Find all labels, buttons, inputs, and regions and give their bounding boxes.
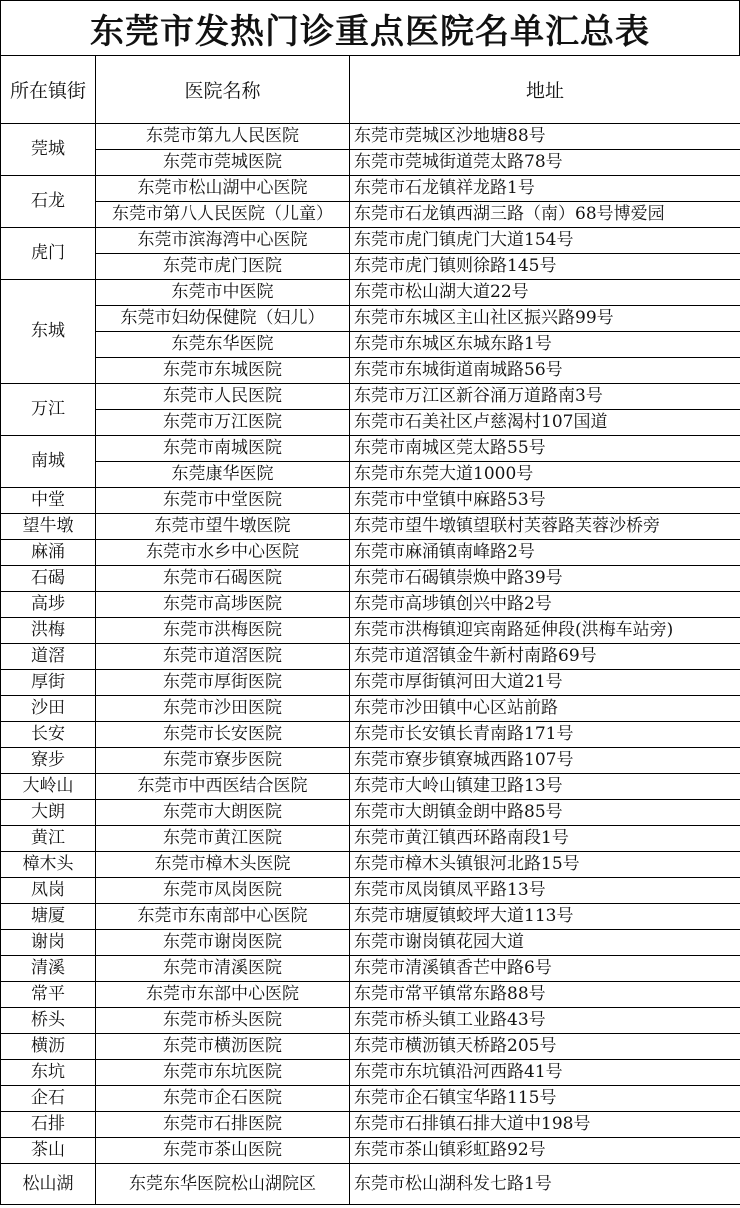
hospital-name-cell: 东莞市虎门医院 xyxy=(96,254,350,280)
hospital-name-cell: 东莞市东坑医院 xyxy=(96,1060,350,1086)
hospital-name-cell: 东莞市茶山医院 xyxy=(96,1138,350,1164)
town-cell: 大朗 xyxy=(1,800,96,826)
town-cell: 虎门 xyxy=(1,228,96,280)
address-cell: 东莞市高埗镇创兴中路2号 xyxy=(350,592,740,618)
town-cell: 常平 xyxy=(1,982,96,1008)
town-cell: 东城 xyxy=(1,280,96,384)
address-cell: 东莞市塘厦镇蛟坪大道113号 xyxy=(350,904,740,930)
table-row xyxy=(1,150,740,176)
table-row xyxy=(1,670,740,696)
table-row xyxy=(1,800,740,826)
address-cell: 东莞市石美社区卢慈渴村107国道 xyxy=(350,410,740,436)
address-cell: 东莞市东莞大道1000号 xyxy=(350,462,740,488)
address-cell: 东莞市企石镇宝华路115号 xyxy=(350,1086,740,1112)
address-cell: 东莞市桥头镇工业路43号 xyxy=(350,1008,740,1034)
address-cell: 东莞市东城区主山社区振兴路99号 xyxy=(350,306,740,332)
hospital-name-cell: 东莞市松山湖中心医院 xyxy=(96,176,350,202)
address-cell: 东莞市石龙镇西湖三路（南）68号博爱园 xyxy=(350,202,740,228)
table-row xyxy=(1,956,740,982)
address-cell: 东莞市中堂镇中麻路53号 xyxy=(350,488,740,514)
hospital-name-cell: 东莞市黄江医院 xyxy=(96,826,350,852)
table-row xyxy=(1,332,740,358)
hospital-name-cell: 东莞市滨海湾中心医院 xyxy=(96,228,350,254)
town-cell: 莞城 xyxy=(1,124,96,176)
table-row xyxy=(1,826,740,852)
hospital-name-cell: 东莞市横沥医院 xyxy=(96,1034,350,1060)
town-cell: 凤岗 xyxy=(1,878,96,904)
table-row xyxy=(1,618,740,644)
table-row xyxy=(1,462,740,488)
hospital-name-cell: 东莞市谢岗医院 xyxy=(96,930,350,956)
hospital-name-cell: 东莞市大朗医院 xyxy=(96,800,350,826)
town-cell: 寮步 xyxy=(1,748,96,774)
hospital-name-cell: 东莞市寮步医院 xyxy=(96,748,350,774)
town-cell: 沙田 xyxy=(1,696,96,722)
table-row xyxy=(1,488,740,514)
table-row xyxy=(1,176,740,202)
table-row xyxy=(1,540,740,566)
hospital-name-cell: 东莞市高埗医院 xyxy=(96,592,350,618)
address-cell: 东莞市东城区东城东路1号 xyxy=(350,332,740,358)
hospital-name-cell: 东莞市妇幼保健院（妇儿） xyxy=(96,306,350,332)
town-cell: 厚街 xyxy=(1,670,96,696)
address-cell: 东莞市虎门镇则徐路145号 xyxy=(350,254,740,280)
address-cell: 东莞市道滘镇金牛新村南路69号 xyxy=(350,644,740,670)
hospital-name-cell: 东莞市南城医院 xyxy=(96,436,350,462)
address-cell: 东莞市松山湖科发七路1号 xyxy=(350,1164,740,1205)
hospital-name-cell: 东莞市东部中心医院 xyxy=(96,982,350,1008)
hospital-name-cell: 东莞市道滘医院 xyxy=(96,644,350,670)
table-row xyxy=(1,1164,740,1205)
table-row xyxy=(1,1112,740,1138)
town-cell: 石龙 xyxy=(1,176,96,228)
address-cell: 东莞市虎门镇虎门大道154号 xyxy=(350,228,740,254)
address-cell: 东莞市黄江镇西环路南段1号 xyxy=(350,826,740,852)
town-cell: 茶山 xyxy=(1,1138,96,1164)
address-cell: 东莞市石龙镇祥龙路1号 xyxy=(350,176,740,202)
header-address: 地址 xyxy=(350,56,740,124)
town-cell: 松山湖 xyxy=(1,1164,96,1205)
address-cell: 东莞市东城街道南城路56号 xyxy=(350,358,740,384)
town-cell: 石碣 xyxy=(1,566,96,592)
hospital-name-cell: 东莞市樟木头医院 xyxy=(96,852,350,878)
table-row xyxy=(1,748,740,774)
table-row xyxy=(1,202,740,228)
address-cell: 东莞市厚街镇河田大道21号 xyxy=(350,670,740,696)
hospital-name-cell: 东莞市石排医院 xyxy=(96,1112,350,1138)
table-row xyxy=(1,1034,740,1060)
table-row xyxy=(1,384,740,410)
address-cell: 东莞市莞城区沙地塘88号 xyxy=(350,124,740,150)
hospital-name-cell: 东莞市水乡中心医院 xyxy=(96,540,350,566)
hospital-name-cell: 东莞东华医院 xyxy=(96,332,350,358)
address-cell: 东莞市南城区莞太路55号 xyxy=(350,436,740,462)
town-cell: 石排 xyxy=(1,1112,96,1138)
address-cell: 东莞市石碣镇崇焕中路39号 xyxy=(350,566,740,592)
table-row xyxy=(1,1008,740,1034)
table-row xyxy=(1,514,740,540)
table-body xyxy=(1,124,740,1205)
address-cell: 东莞市茶山镇彩虹路92号 xyxy=(350,1138,740,1164)
town-cell: 道滘 xyxy=(1,644,96,670)
address-cell: 东莞市大朗镇金朗中路85号 xyxy=(350,800,740,826)
hospital-name-cell: 东莞市企石医院 xyxy=(96,1086,350,1112)
address-cell: 东莞市寮步镇寮城西路107号 xyxy=(350,748,740,774)
address-cell: 东莞市万江区新谷涌万道路南3号 xyxy=(350,384,740,410)
town-cell: 麻涌 xyxy=(1,540,96,566)
town-cell: 东坑 xyxy=(1,1060,96,1086)
header-town: 所在镇街 xyxy=(1,56,96,124)
town-cell: 洪梅 xyxy=(1,618,96,644)
hospital-name-cell: 东莞市人民医院 xyxy=(96,384,350,410)
address-cell: 东莞市大岭山镇建卫路13号 xyxy=(350,774,740,800)
address-cell: 东莞市长安镇长青南路171号 xyxy=(350,722,740,748)
address-cell: 东莞市凤岗镇凤平路13号 xyxy=(350,878,740,904)
table-row xyxy=(1,228,740,254)
table-row xyxy=(1,930,740,956)
address-cell: 东莞市樟木头镇银河北路15号 xyxy=(350,852,740,878)
header-hospital: 医院名称 xyxy=(96,56,350,124)
address-cell: 东莞市东坑镇沿河西路41号 xyxy=(350,1060,740,1086)
table-row xyxy=(1,722,740,748)
address-cell: 东莞市莞城街道莞太路78号 xyxy=(350,150,740,176)
table-row xyxy=(1,358,740,384)
town-cell: 黄江 xyxy=(1,826,96,852)
hospital-name-cell: 东莞市第八人民医院（儿童） xyxy=(96,202,350,228)
hospital-name-cell: 东莞市中堂医院 xyxy=(96,488,350,514)
table-row xyxy=(1,696,740,722)
address-cell: 东莞市麻涌镇南峰路2号 xyxy=(350,540,740,566)
address-cell: 东莞市横沥镇天桥路205号 xyxy=(350,1034,740,1060)
address-cell: 东莞市常平镇常东路88号 xyxy=(350,982,740,1008)
town-cell: 望牛墩 xyxy=(1,514,96,540)
town-cell: 桥头 xyxy=(1,1008,96,1034)
hospital-name-cell: 东莞市厚街医院 xyxy=(96,670,350,696)
table-row xyxy=(1,904,740,930)
hospital-name-cell: 东莞市洪梅医院 xyxy=(96,618,350,644)
table-row xyxy=(1,1086,740,1112)
table-row xyxy=(1,1060,740,1086)
table-row xyxy=(1,410,740,436)
table-row xyxy=(1,774,740,800)
hospital-name-cell: 东莞市桥头医院 xyxy=(96,1008,350,1034)
page-title: 东莞市发热门诊重点医院名单汇总表 xyxy=(0,0,740,56)
table-row xyxy=(1,852,740,878)
table-row xyxy=(1,124,740,150)
hospital-name-cell: 东莞康华医院 xyxy=(96,462,350,488)
town-cell: 横沥 xyxy=(1,1034,96,1060)
hospital-name-cell: 东莞市中医院 xyxy=(96,280,350,306)
hospital-name-cell: 东莞市望牛墩医院 xyxy=(96,514,350,540)
hospital-name-cell: 东莞市长安医院 xyxy=(96,722,350,748)
town-cell: 万江 xyxy=(1,384,96,436)
town-cell: 大岭山 xyxy=(1,774,96,800)
town-cell: 樟木头 xyxy=(1,852,96,878)
town-cell: 企石 xyxy=(1,1086,96,1112)
address-cell: 东莞市石排镇石排大道中198号 xyxy=(350,1112,740,1138)
town-cell: 塘厦 xyxy=(1,904,96,930)
town-cell: 中堂 xyxy=(1,488,96,514)
hospital-name-cell: 东莞市石碣医院 xyxy=(96,566,350,592)
hospital-name-cell: 东莞市莞城医院 xyxy=(96,150,350,176)
table-header-row xyxy=(1,56,740,124)
address-cell: 东莞市松山湖大道22号 xyxy=(350,280,740,306)
address-cell: 东莞市望牛墩镇望联村芙蓉路芙蓉沙桥旁 xyxy=(350,514,740,540)
address-cell: 东莞市谢岗镇花园大道 xyxy=(350,930,740,956)
table-row xyxy=(1,306,740,332)
table-row xyxy=(1,644,740,670)
address-cell: 东莞市洪梅镇迎宾南路延伸段(洪梅车站旁) xyxy=(350,618,740,644)
hospital-name-cell: 东莞市万江医院 xyxy=(96,410,350,436)
table-row xyxy=(1,878,740,904)
table-row xyxy=(1,566,740,592)
hospital-name-cell: 东莞市中西医结合医院 xyxy=(96,774,350,800)
table-row xyxy=(1,592,740,618)
hospital-name-cell: 东莞市凤岗医院 xyxy=(96,878,350,904)
address-cell: 东莞市沙田镇中心区站前路 xyxy=(350,696,740,722)
town-cell: 谢岗 xyxy=(1,930,96,956)
town-cell: 南城 xyxy=(1,436,96,488)
hospital-name-cell: 东莞东华医院松山湖院区 xyxy=(96,1164,350,1205)
table-row xyxy=(1,982,740,1008)
table-row xyxy=(1,254,740,280)
table-row xyxy=(1,1138,740,1164)
table-row xyxy=(1,436,740,462)
hospital-table xyxy=(0,55,740,1205)
hospital-name-cell: 东莞市第九人民医院 xyxy=(96,124,350,150)
town-cell: 清溪 xyxy=(1,956,96,982)
address-cell: 东莞市清溪镇香芒中路6号 xyxy=(350,956,740,982)
hospital-name-cell: 东莞市东城医院 xyxy=(96,358,350,384)
hospital-name-cell: 东莞市东南部中心医院 xyxy=(96,904,350,930)
town-cell: 长安 xyxy=(1,722,96,748)
hospital-name-cell: 东莞市沙田医院 xyxy=(96,696,350,722)
town-cell: 高埗 xyxy=(1,592,96,618)
table-row xyxy=(1,280,740,306)
hospital-name-cell: 东莞市清溪医院 xyxy=(96,956,350,982)
